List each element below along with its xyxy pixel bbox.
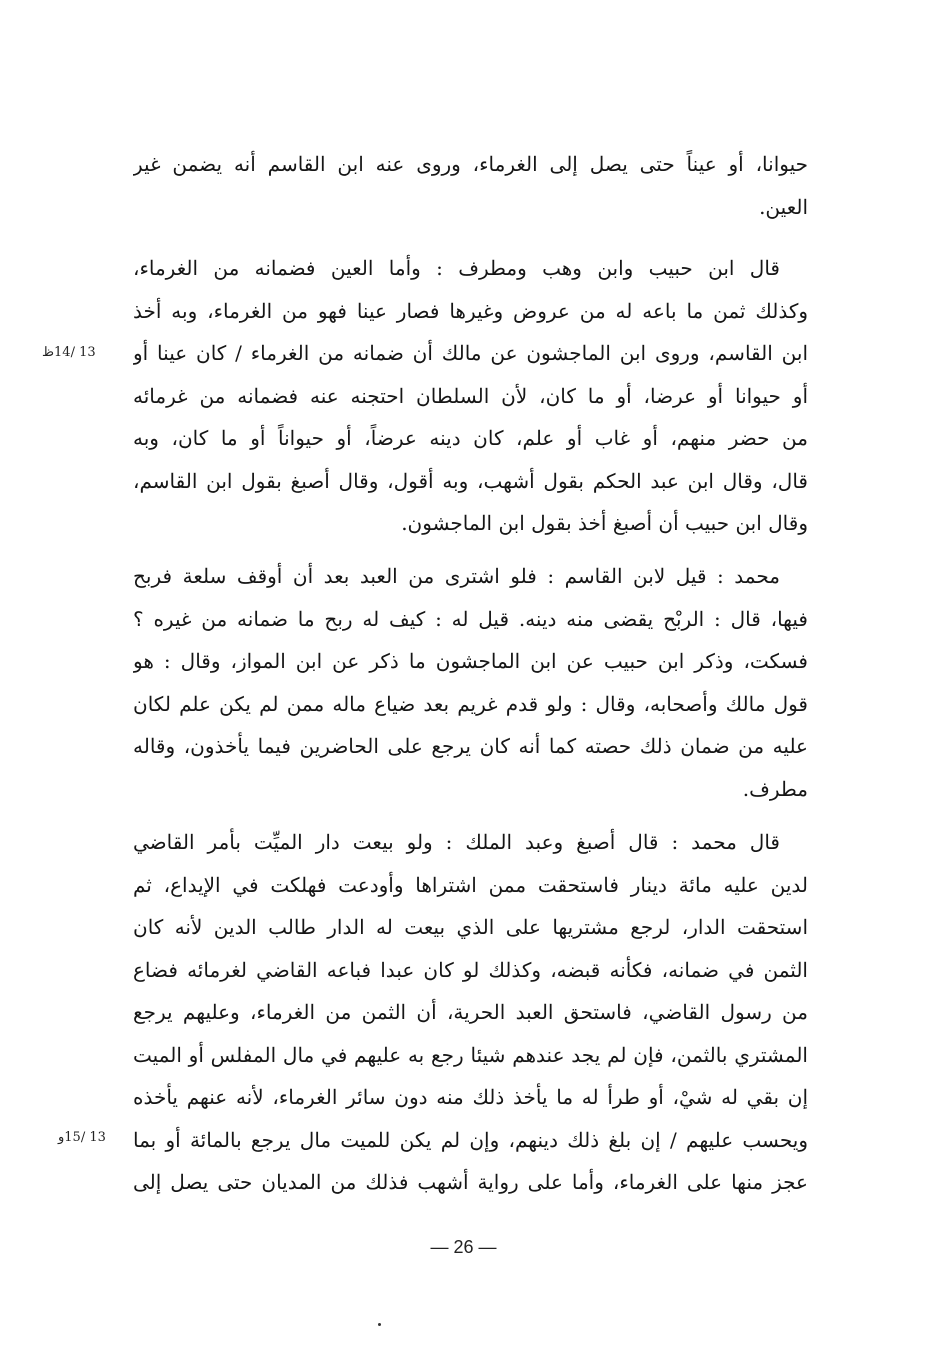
text-line: مطرف.: [742, 776, 808, 801]
text-line: من حضر منهم، أو غاب أو علم، كان دينه عرضاً، أو حيواناً أو ما كان، وبه: [133, 426, 808, 450]
paragraph-4: [133, 821, 808, 1204]
text-line: قال ابن حبيب وابن وهب ومطرف : وأما العين فضمانه من الغرماء،: [133, 256, 780, 280]
text-line: وقال ابن حبيب أن أصبغ أخذ بقول ابن الماجشون.: [401, 511, 808, 535]
text-line: الثمن في ضمانه، فكأنه قبضه، وكذلك لو كان عبدا فباعه القاضي لغرمائه فضاع: [133, 957, 808, 982]
text-line: العين.: [759, 194, 808, 219]
text-line: ابن القاسم، وروى ابن الماجشون عن مالك أن ضمانه من الغرماء / كان عينا أو: [133, 341, 808, 365]
text-line: المشتري بالثمن، فإن لم يجد عندهم شيئا رجع به عليهم في مال المفلس أو الميت: [133, 1042, 808, 1067]
text-line: فسكت، وذكر ابن حبيب عن ابن الماجشون ما ذكر عن ابن المواز، وقال : هو: [133, 649, 808, 673]
text-line: قال، وقال ابن عبد الحكم بقول أشهب، وبه أقول، وقال أصبغ بقول ابن القاسم،: [133, 468, 808, 493]
folio-marker: 13 /15و: [58, 1130, 106, 1145]
paragraph-3: [133, 555, 808, 810]
paragraph-1: [133, 143, 808, 228]
text-line: عليه من ضمان ذلك حصته كما أنه كان يرجع على الحاضرين فيما يأخذون، وقاله: [133, 734, 808, 758]
text-line: فيها، قال : الربْح يقضى منه دينه. قيل له : كيف له ربح ما ضمانه من غيره ؟: [133, 606, 808, 631]
text-line: حيوانا، أو عيناً حتى يصل إلى الغرماء، وروى عنه ابن القاسم أنه يضمن غير: [133, 152, 808, 176]
text-line: إن بقي له شيْ، أو طرأ له ما يأخذ ذلك منه دون سائر الغرماء، لأنه عنهم يأخذه: [133, 1085, 808, 1109]
text-line: وكذلك ثمن ما باعه له من عروض وغيرها فصار عينا فهو من الغرماء، وبه أخذ: [133, 298, 808, 323]
text-line: استحقت الدار، لرجع مشتريها على الذي بيعت له الدار طالب الدين لأنه كان: [133, 915, 808, 939]
page-number: — 26 —: [430, 1237, 497, 1257]
text-line: من رسول القاضي، فاستحق العبد الحرية، أن الثمن من الغرماء، وعليهم يرجع: [133, 1000, 808, 1024]
paragraph-2: [133, 247, 808, 545]
text-line: ويحسب عليهم / إن بلغ ذلك دينهم، وإن لم يكن للميت مال يرجع بالمائة أو بما: [133, 1127, 808, 1152]
text-line: قال محمد : قال أصبغ وعبد الملك : ولو بيعت دار الميِّت بأمر القاضي: [133, 830, 780, 854]
text-line: عجز منها على الغرماء، وأما على رواية أشهب فذلك من المديان حتى يصل إلى: [133, 1170, 808, 1194]
text-line: لدين عليه مائة دينار فاستحقت ممن اشتراها وأودعت فهلكت في الإيداع، ثم: [133, 872, 808, 897]
speck-mark: [378, 1323, 381, 1326]
text-line: أو حيوانا أو عرضا، أو ما كان، لأن السلطان احتجنه عنه فضمانه من غرمائه: [133, 383, 808, 408]
folio-marker: 13 /14ظ: [42, 345, 96, 360]
text-line: محمد : قيل لابن القاسم : فلو اشترى من العبد بعد أن أوقف سلعة فربح: [133, 564, 780, 588]
text-line: قول مالك وأصحابه، وقال : ولو قدم غريم بعد ضياع ماله ممن لم يكن علم لكان: [133, 691, 808, 716]
